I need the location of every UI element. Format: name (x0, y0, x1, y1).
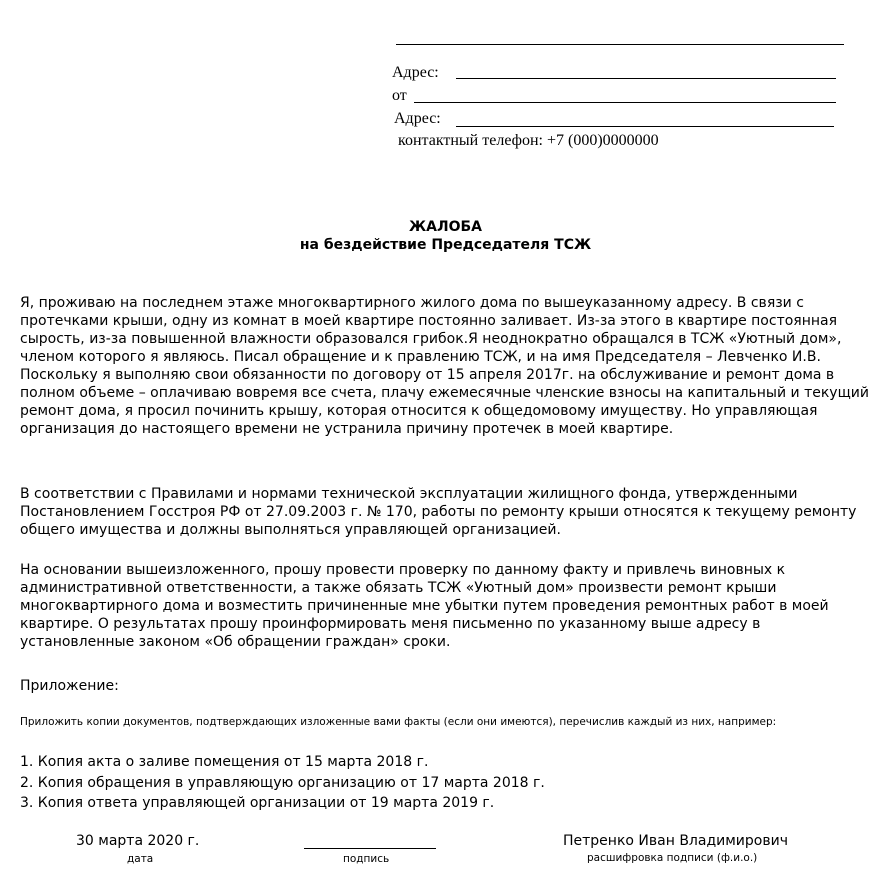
from-line (414, 102, 836, 103)
attachment-list (20, 752, 545, 814)
signature-line (304, 848, 436, 849)
para3-text: На основании вышеизложенного, прошу провести проверку по данному факту и привлечь виновных к административной ответственности, а также обязать ТСЖ «Уютный дом» произвести ремонт крыши многоквартирного дома и возместить причиненные мне убытки путем проведения ремонтных работ в моей квартире. О результатах прошу проинформировать меня письменно по указанному выше адресу в установленные законом «Об обращении граждан» сроки. (20, 562, 829, 650)
document-subtitle: на бездействие Председателя ТСЖ (299, 237, 592, 253)
document-title: ЖАЛОБА (408, 219, 482, 235)
address-label-2: Адрес: (394, 110, 441, 127)
address-line-1 (456, 78, 836, 79)
address-line-2 (456, 126, 834, 127)
address-label-1: Адрес: (392, 64, 439, 81)
para2-text: В соответствии с Правилами и нормами технической эксплуатации жилищного фонда, утвержденными Постановлением Госстроя РФ от 27.09.2003 г. № 170, работы по ремонту крыши относятся к текущему ремонту общего имущества и должны выполняться управляющей организацией. (20, 486, 857, 538)
body-paragraph-1 (20, 294, 870, 438)
recipient-line (396, 44, 844, 45)
date-value: 30 марта 2020 г. (76, 833, 200, 849)
from-label: от (392, 87, 407, 104)
list-item: 3. Копия ответа управляющей организации от 19 марта 2019 г. (20, 795, 495, 811)
attachment-label: Приложение: (20, 678, 119, 694)
para1-text: Я, проживаю на последнем этаже многоквартирного жилого дома по вышеуказанному адресу. В связи с протечками крыши, одну из комнат в моей квартире постоянно заливает. Из-за этого в квартире постоянная сырость, из-за повышенной влажности образовался грибок.Я неоднократно обращался в ТСЖ «Уютный дом», членом которого я являюсь. Писал обращение и к правлению ТСЖ, и на имя Председателя – Левченко И.В. Поскольку я выполняю свои обязанности по договору от 15 апреля 2017г. на обслуживание и ремонт дома в полном объеме – оплачиваю вовремя все счета, плачу ежемесячные членские взносы на капитальный и текущий ремонт дома, я просил починить крышу, которая относится к общедомовому имуществу. Но управляющая организация до настоящего времени не устранила причину протечек в моей квартире. (20, 295, 869, 437)
list-item: 2. Копия обращения в управляющую организацию от 17 марта 2018 г. (20, 774, 545, 791)
date-caption: дата (127, 853, 154, 865)
name-value: Петренко Иван Владимирович (563, 833, 788, 849)
name-caption: расшифровка подписи (ф.и.о.) (587, 852, 758, 864)
body-paragraph-2 (20, 485, 870, 539)
attachment-instruction: Приложить копии документов, подтверждающих изложенные вами факты (если они имеются), перечислив каждый из них, например: (20, 716, 777, 728)
body-paragraph-3 (20, 561, 870, 651)
list-item: 1. Копия акта о заливе помещения от 15 марта 2018 г. (20, 754, 429, 770)
phone-line: контактный телефон: +7 (000)0000000 (398, 132, 659, 149)
signature-caption: подпись (343, 853, 390, 865)
